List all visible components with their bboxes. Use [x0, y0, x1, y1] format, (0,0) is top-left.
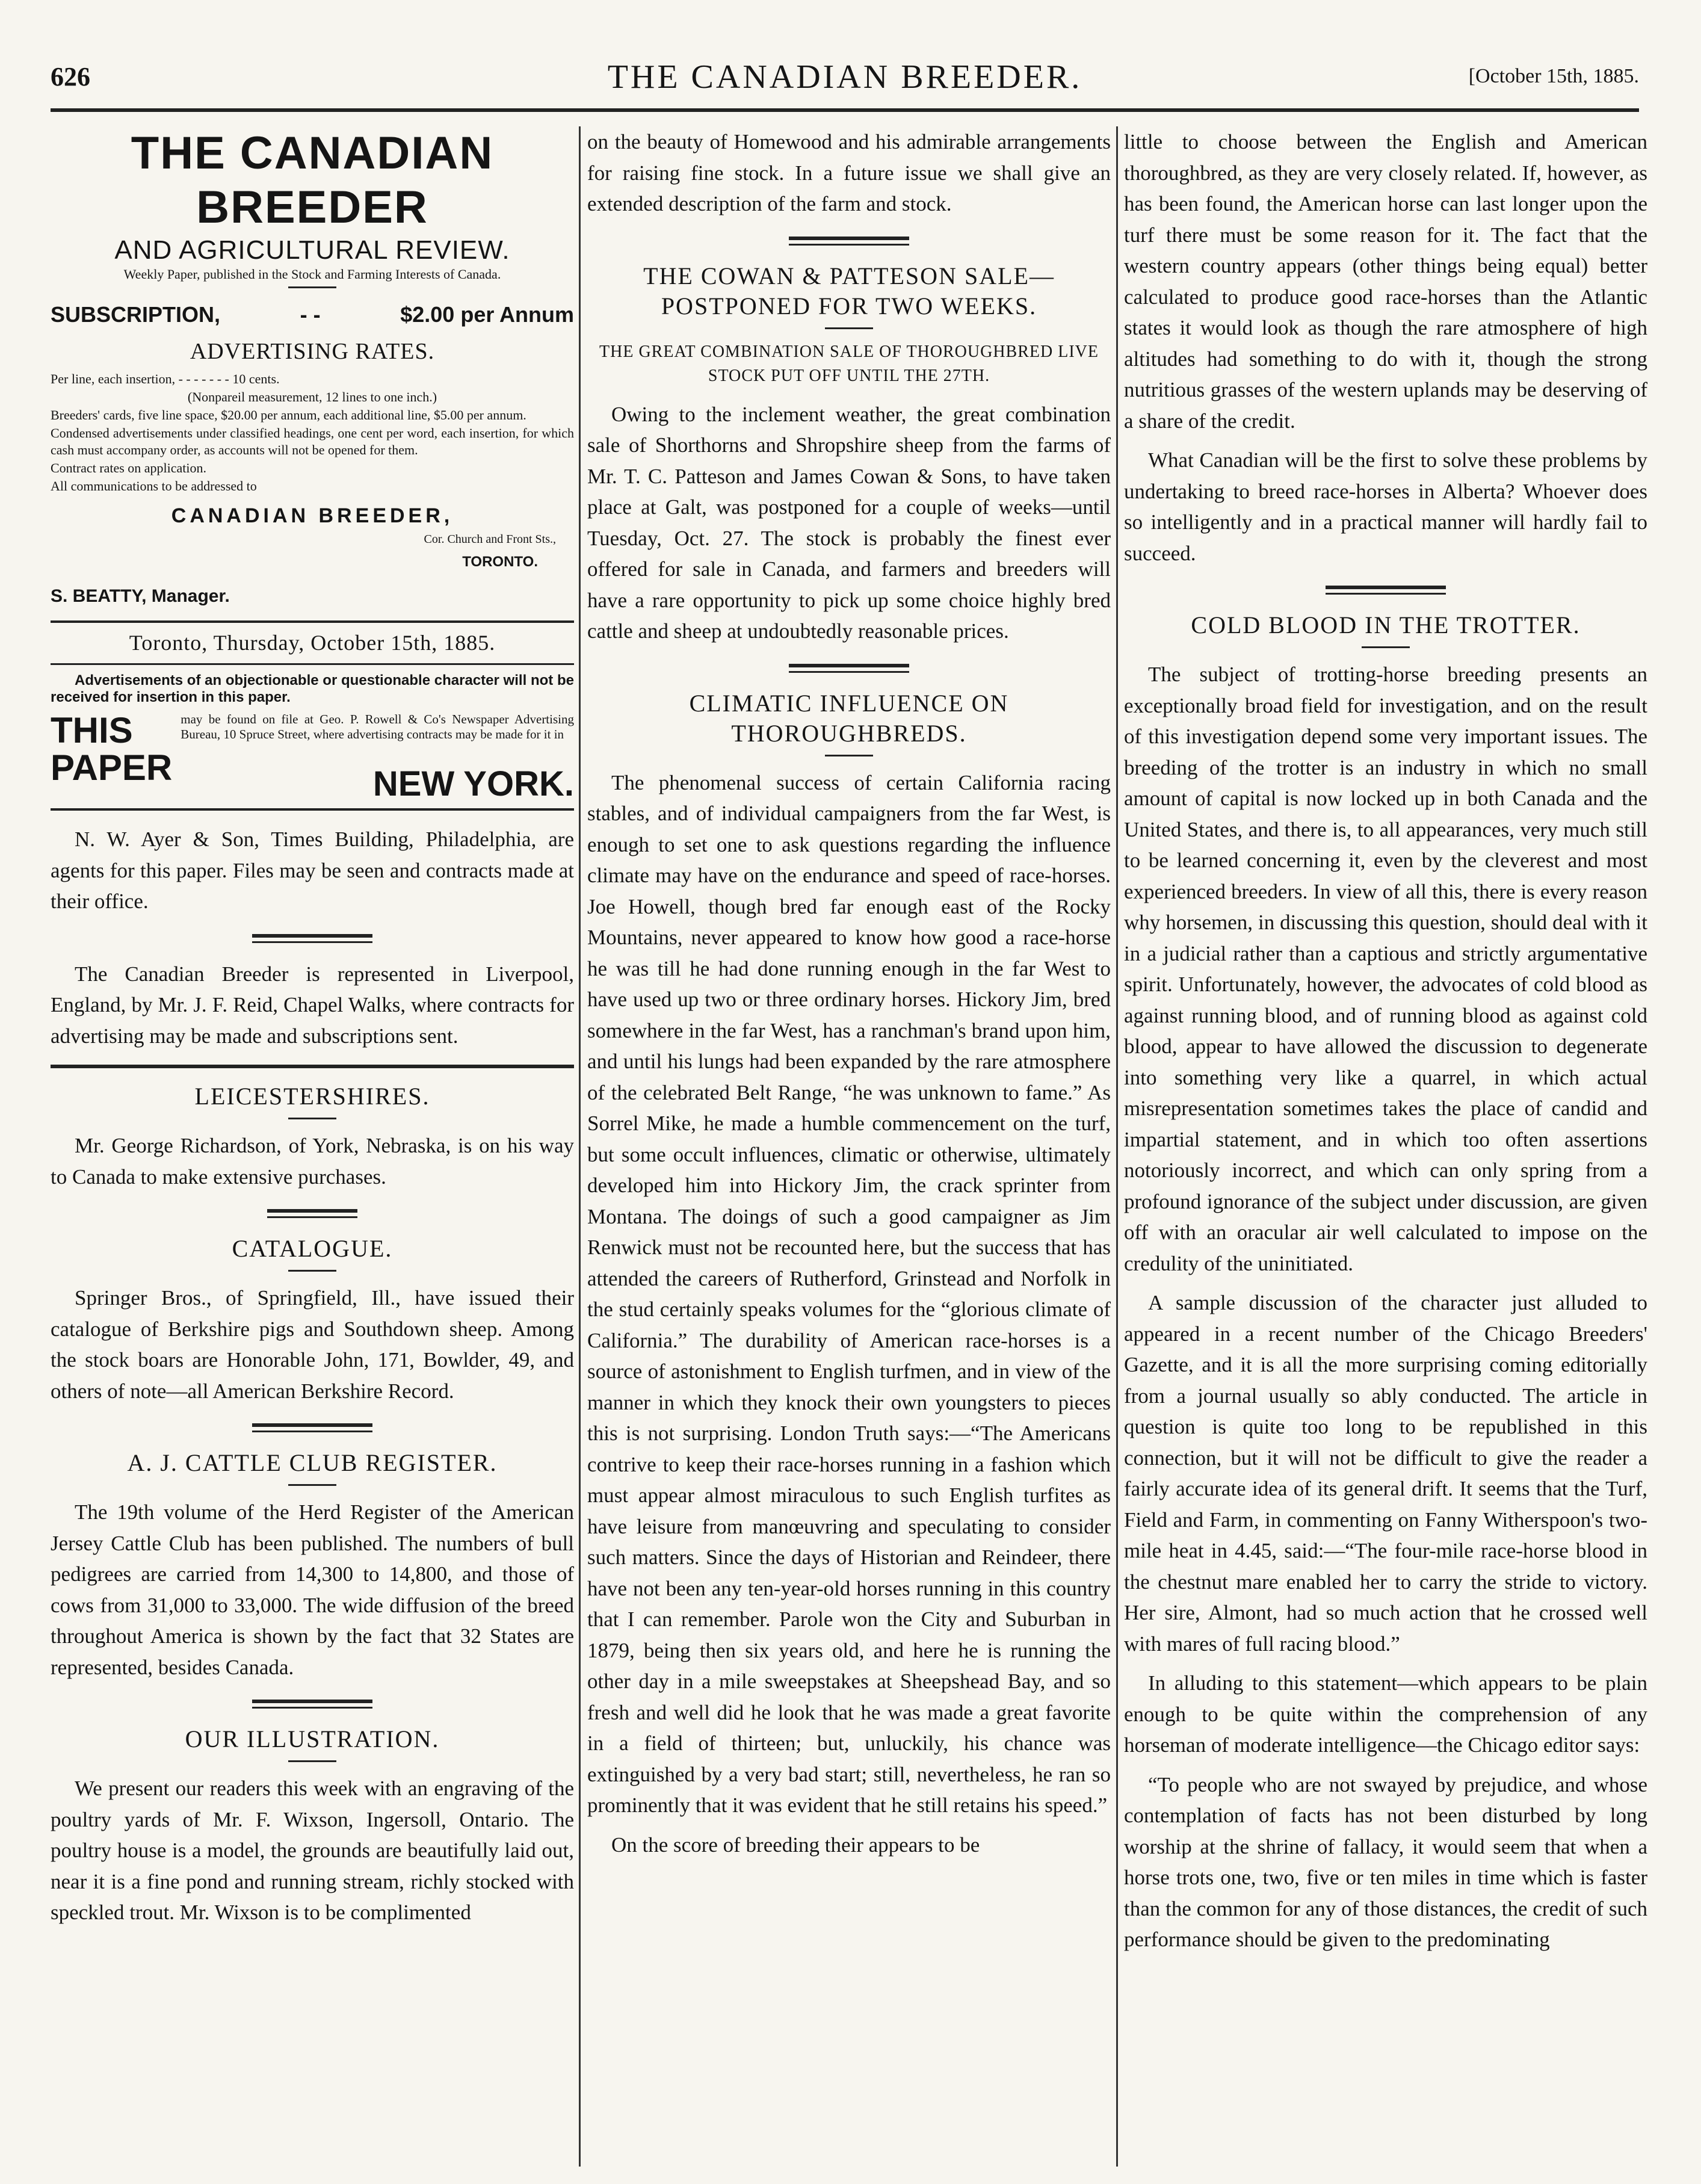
this-paper-big: THIS PAPER: [51, 710, 173, 788]
column-rule: [1116, 126, 1118, 2167]
communications-line: All communications to be addressed to: [51, 478, 257, 493]
masthead-title: THE CANADIAN BREEDER: [131, 128, 494, 233]
subheading-cowan-patteson: THE GREAT COMBINATION SALE OF THOROUGHBRED LIVE STOCK PUT OFF UNTIL THE 27TH.: [599, 342, 1099, 385]
masthead-tagline: Weekly Paper, published in the Stock and Farming Interests of Canada.: [123, 267, 501, 282]
contract-rates: Contract rates on application.: [51, 460, 207, 475]
subscription-dashes: - -: [300, 302, 321, 327]
divider: [252, 1423, 372, 1432]
divider: [252, 1700, 372, 1709]
divider: [252, 934, 372, 943]
column-1: [51, 126, 574, 1937]
manager-line: S. BEATTY, Manager.: [51, 586, 230, 606]
heading-catalogue: CATALOGUE.: [232, 1235, 393, 1262]
cold-blood-paragraph-1: The subject of trotting-horse breeding presents an exceptionally broad field for investigation, and on the result of this investigation depend some very important issues. The breeding of the trotter is an industry in which no small amount of capital is now locked up in both Canada and the United States, and there is, to all appearances, very much still to be learned concerning it, even by the cleverest and most experienced breeders. In view of all this, there is every reason why horsemen, in discussing this question, should deal with it in a judicial rather than a captious and strictly argumentative spirit. Unfortunately, however, the advocates of cold blood as against running blood, and of running blood as against cold blood, appear to have allowed the discussion to degenerate into something very like a quarrel, in which actual misrepresentation sometimes takes the place of candid and impartial statement, and in which too often assertions notoriously incorrect, and which can only spring from a profound ignorance of the subject under discussion, are given off with an oracular air well calculated to impose on the credulity of the uninitiated.: [1124, 663, 1647, 1275]
cold-blood-paragraph-2: A sample discussion of the character just alluded to appeared in a recent number of the Chicago Breeders' Gazette, and it is all the more surprising coming editorially from a journal usually so ably conducted. The article in question is quite too long to be republished in this connection, but it will not be difficult to give the reader a fairly accurate idea of its general drift. It seems that the Turf, Field and Farm, in commenting on Fanny Witherspoon's two-mile heat in 4.45, said:—“The four-mile race-horse blood in the chestnut mare enabled her to carry the stride to victory. Her sire, Almont, had so much action that he crossed well with mares of full racing blood.”: [1124, 1291, 1647, 1656]
divider: [789, 237, 909, 246]
heading-our-illustration: OUR ILLUSTRATION.: [185, 1725, 440, 1752]
divider: [825, 327, 873, 329]
column-2: [587, 126, 1111, 1869]
liverpool-notice: The Canadian Breeder is represented in Liverpool, England, by Mr. J. F. Reid, Chapel Walks, where contracts for advertising may be made and subscriptions sent.: [51, 962, 574, 1048]
page-number: 626: [51, 62, 90, 91]
notice: Advertisements of an objectionable or questionable character will not be received for insertion in this paper.: [51, 672, 574, 705]
divider: [51, 808, 574, 811]
running-title: THE CANADIAN BREEDER.: [607, 58, 1082, 96]
subscription-price: $2.00 per Annum: [400, 302, 574, 327]
column-3: [1124, 126, 1647, 1964]
divider: [288, 286, 336, 288]
running-head: [51, 58, 1639, 106]
divider: [288, 1270, 336, 1272]
divider: [825, 755, 873, 756]
address-street: Cor. Church and Front Sts.,: [424, 532, 556, 546]
ayer-notice: N. W. Ayer & Son, Times Building, Philadelphia, are agents for this paper. Files may be seen and contracts made at their office.: [51, 828, 574, 913]
cold-blood-paragraph-4: “To people who are not swayed by prejudice, and whose contemplation of facts has not been disturbed by long worship at the shrine of fallacy, it would seem that when a horse trots one, two, five or ten miles in time which is faster than the common for any of those distances, the credit of such performance should be given to the predominating: [1124, 1772, 1647, 1951]
catalogue-body: Springer Bros., of Springfield, Ill., have issued their catalogue of Berkshire pigs and Southdown sheep. Among the stock boars are Honorable John, 171, Bowlder, 49, and others of note—all American Berkshire Record.: [51, 1286, 574, 1403]
this-paper-small: may be found on file at Geo. P. Rowell & Co's Newspaper Advertising Bureau, 10 Spruce Street, where advertising contracts may be made for it in: [181, 712, 574, 741]
heading-climatic-influence: CLIMATIC INFLUENCE ON THOROUGHBREDS.: [689, 689, 1009, 747]
issue-date: [October 15th, 1885.: [1468, 65, 1639, 87]
cowan-body: Owing to the inclement weather, the great combination sale of Shorthorns and Shropshire sheep from the farms of Mr. T. C. Patteson and James Cowan & Sons, to have taken place at Galt, was postponed for a couple of weeks—until Tuesday, Oct. 27. The stock is probably the finest ever offered for sale in Canada, and farmers and breeders will have a rare opportunity to pick up some choice highly bred cattle and sheep at undoubtedly reasonable prices.: [587, 402, 1111, 643]
dateline: Toronto, Thursday, October 15th, 1885.: [129, 630, 496, 655]
column-rule: [579, 126, 581, 2167]
divider: [288, 1118, 336, 1119]
climatic-conclusion: What Canadian will be the first to solve these problems by undertaking to breed race-horses in Alberta? Whoever does so intelligently and in a practical manner will hardly fail to succeed.: [1124, 448, 1647, 565]
divider: [51, 1065, 574, 1068]
heading-cowan-patteson: THE COWAN & PATTESON SALE—POSTPONED FOR TWO WEEKS.: [643, 262, 1055, 320]
cold-blood-paragraph-3: In alluding to this statement—which appears to be plain enough to be quite within the comprehension of any horseman of moderate intelligence—the Chicago editor says:: [1124, 1671, 1647, 1757]
leicestershires-body: Mr. George Richardson, of York, Nebraska, is on his way to Canada to make extensive purchases.: [51, 1134, 574, 1189]
illustration-body: We present our readers this week with an engraving of the poultry yards of Mr. F. Wixson, Ingersoll, Ontario. The poultry house is a model, the grounds are beautifully laid out, near it is a fine pond and running stream, richly stocked with speckled trout. Mr. Wixson is to be complimented: [51, 1777, 574, 1924]
heading-ajcc: A. J. CATTLE CLUB REGISTER.: [127, 1449, 498, 1476]
divider: [1362, 646, 1410, 648]
heading-cold-blood: COLD BLOOD IN THE TROTTER.: [1191, 611, 1581, 639]
climatic-paragraph-1: The phenomenal success of certain California racing stables, and of individual campaigners from the far West, is enough to set one to ask questions regarding the influence climate may have on the endurance and speed of race-horses. Joe Howell, though bred far enough east of the Rocky Mountains, never appeared to know how good a race-horse he was till he had done running enough in the far West to have used up two or three ordinary horses. Hickory Jim, bred somewhere in the far West, has a ranchman's brand upon him, and until his lungs had been expanded by the rare atmosphere of the celebrated Belt Range, “he was unknown to fame.” As Sorrel Mike, he made a humble commencement on the turf, but some occult influences, climatic or otherwise, ultimately developed him into Hickory Jim, the crack sprinter from Montana. The doings of such a good campaigner as Jim Renwick must not be recounted here, but the success that has attended the careers of Rutherford, Grinstead and Norfolk in the stud certainly speaks volumes for the “glorious climate of California.” The durability of American race-horses is a source of astonishment to English turfmen, and in view of the manner in which they knock their own youngsters to pieces this is not surprising. London Truth says:—“The Americans contrive to keep their race-horses running in a fashion which must appear almost miraculous to such English turfites as have leisure from manœuvring and speculating to consider such matters. Since the days of Historian and Reindeer, there have not been any ten-year-old horses running in this country that I can remember. Parole won the City and Suburban in 1879, being then six years old, and here he is running the other day in a mile sweepstakes at Sheepshead Bay, and so fresh and well did he look that he was made a great favorite in a field of thirteen; but, unluckily, his chance was extinguished by a very bad start; still, nevertheless, he ran so prominently that it was evident that he still retains his speed.”: [587, 770, 1111, 1817]
rate-per-line: Per line, each insertion, - - - - - - - 10 cents.: [51, 371, 280, 386]
climatic-continued: little to choose between the English and American thoroughbred, as they are very closely related. If, however, as has been found, the American horse can last longer upon the turf there must be some reason for it. The fact that the western country appears (other things being equal) better calculated to produce good race-horses than the Atlantic states it would look as though the rare atmosphere of high altitudes had something to do with it, though the strong nutritious grasses of the western uplands may be deserving of a share of the credit.: [1124, 130, 1647, 433]
subscription-label: SUBSCRIPTION,: [51, 302, 221, 327]
header-rule: [51, 108, 1639, 112]
address-city: TORONTO.: [462, 553, 538, 570]
rate-condensed: Condensed advertisements under classified headings, one cent per word, each insertion, for which cash must accompany order, as accounts will not be opened for them.: [51, 425, 574, 457]
heading-leicestershires: LEICESTERSHIRES.: [194, 1083, 430, 1110]
ajcc-body: The 19th volume of the Herd Register of the American Jersey Cattle Club has been published. The numbers of bull pedigrees are carried from 14,300 to 14,800, and those of cows from 31,000 to 33,000. The wide diffusion of the breed throughout America is shown by the fact that 32 States are represented, besides Canada.: [51, 1500, 574, 1679]
advertising-title: ADVERTISING RATES.: [190, 338, 435, 364]
divider: [1326, 586, 1446, 595]
rate-nonpareil: (Nonpareil measurement, 12 lines to one inch.): [187, 389, 437, 404]
rate-breeders: Breeders' cards, five line space, $20.00 per annum, each additional line, $5.00 per annum.: [51, 407, 526, 422]
climatic-paragraph-2: On the score of breeding their appears to be: [611, 1833, 980, 1857]
masthead-subtitle: AND AGRICULTURAL REVIEW.: [114, 235, 510, 265]
illustration-continued: on the beauty of Homewood and his admirable arrangements for raising fine stock. In a future issue we shall give an extended description of the farm and stock.: [587, 130, 1111, 215]
divider: [288, 1760, 336, 1762]
divider: [267, 1209, 357, 1218]
divider: [789, 664, 909, 673]
new-york: NEW YORK.: [372, 764, 574, 803]
divider: [51, 620, 574, 623]
divider: [288, 1484, 336, 1486]
subscription-line: [51, 299, 574, 330]
address-name: CANADIAN BREEDER,: [171, 504, 454, 527]
divider: [51, 663, 574, 665]
